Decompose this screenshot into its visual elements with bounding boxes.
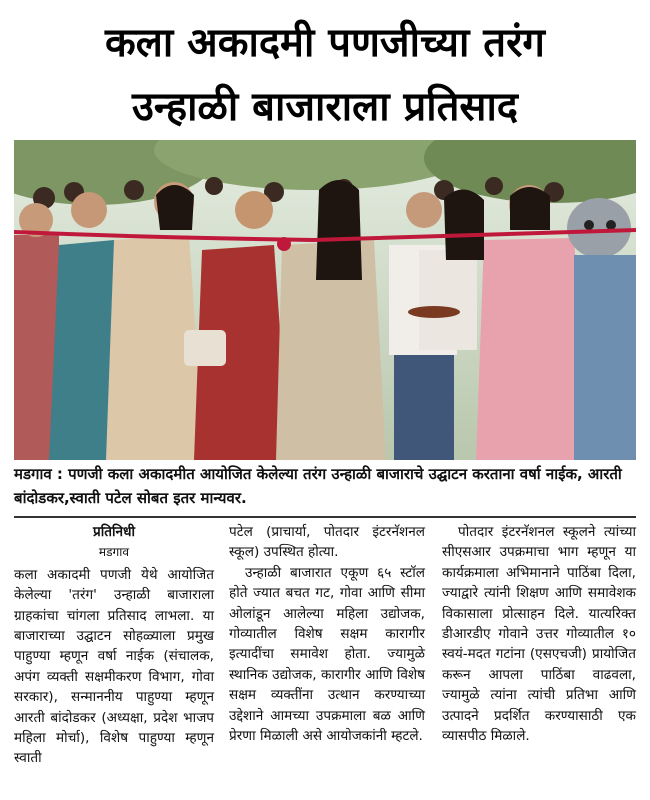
byline-author: प्रतिनिधी [93,524,135,540]
article-column-1 [14,522,214,769]
ribbon-cutting-photo [14,140,636,460]
article-column-3 [442,522,636,746]
article-paragraph: उन्हाळी बाजारात एकूण ६५ स्टॉल होते ज्यात बचत गट, गोवा आणि सीमा ओलांडून आलेल्या महिला उद्योजक, गोव्यातील विशेष सक्षम कारागीर इत्यादींचा समावेश होता. ज्यामुळे स्थानिक उद्योजक, कारागीर आणि विशेष सक्षम व्यक्तींना उत्थान करण्याच्या उद्देशाने आमच्या उपक्रमाला बळ आणि प्रेरणा मिळाली असे आयोजकांनी म्हटले. [229,564,425,745]
article-paragraph: कला अकादमी पणजी येथे आयोजित केलेल्या 'तरंग' उन्हाळी बाजाराला ग्राहकांचा चांगला प्रतिसाद लाभला. या बाजाराच्या उद्घाटन सोहळ्याला प्रमुख पाहुण्या म्हणून वर्षा नाईक (संचालक, अपंग व्यक्ती सक्षमीकरण विभाग, गोवा सरकार), सन्माननीय पाहुण्या म्हणून आरती बांदोडकर (अध्यक्षा, प्रदेश भाजप महिला मोर्चा), विशेष पाहुण्या म्हणून स्वाती [14,566,214,767]
article-paragraph: पटेल (प्राचार्या, पोतदार इंटरनॅशनल स्कूल) उपस्थित होत्या. [229,524,425,561]
caption-place: मडगाव : [14,465,63,483]
headline-line-2: उन्हाळी बाजाराला प्रतिसाद [131,84,519,130]
caption-text: पणजी कला अकादमीत आयोजित केलेल्या तरंग उन्हाळी बाजाराचे उद्घाटन करताना वर्षा नाईक, आरती बांदोडकर,स्वाती पटेल सोबत इतर मान्यवर. [14,465,622,507]
article-column-2 [229,522,425,746]
headline-line-1: कला अकादमी पणजीच्या तरंग [105,20,545,66]
article-paragraph: पोतदार इंटरनॅशनल स्कूलने त्यांच्या सीएसआर उपक्रमाचा भाग म्हणून या कार्यक्रमाला अभिमानाने पाठिंबा दिला, ज्याद्वारे त्यांनी शिक्षण आणि समावेशक विकासाला प्रोत्साहन दिले. यात्यरिक्त डीआरडीए गोवाने उत्तर गोव्यातील १० स्वयं-मदत गटांना (एसएचजी) प्रायोजित करून आपला पाठिंबा वाढवला, ज्यामुळे त्यांना त्यांची प्रतिभा आणि उत्पादने प्रदर्शित करण्यासाठी एक व्यासपीठ मिळाले. [442,524,636,745]
photo-caption [14,462,636,510]
byline-place: मडगाव [98,545,130,560]
news-photo [14,140,636,460]
divider [14,516,636,518]
